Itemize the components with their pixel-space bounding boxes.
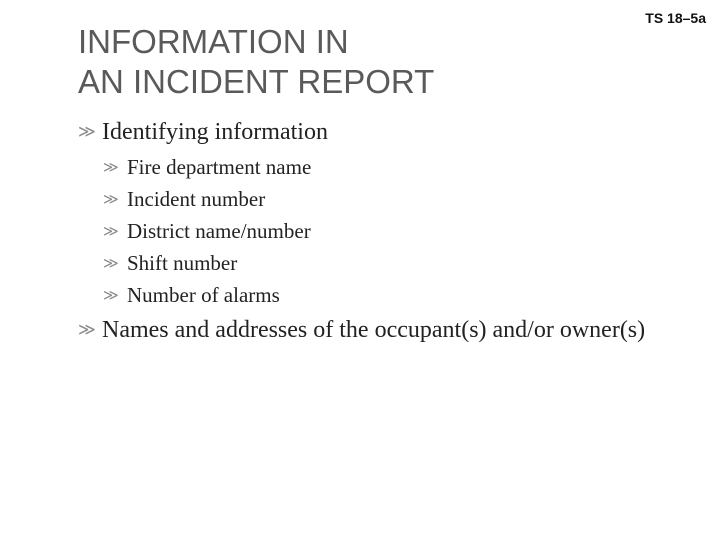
bullet-icon: ≫ [103,254,119,272]
bullet-names-and-addresses [76,316,676,344]
sub-bullet-incident-number [101,186,676,212]
sub-bullet-number-of-alarms [101,282,676,308]
sub-bullet-text: Fire department name [127,155,312,179]
sub-bullet-fire-department-name [101,154,676,180]
bullet-icon: ≫ [103,190,119,208]
bullet-icon: ≫ [103,286,119,304]
slide-title [78,22,434,102]
slide-id: TS 18–5a [645,10,706,26]
sub-bullet-district [101,218,676,244]
sub-bullet-text: Number of alarms [127,283,280,307]
bullet-icon: ≫ [103,222,119,240]
bullet-icon: ≫ [78,320,96,340]
bullet-icon: ≫ [78,122,96,142]
sub-bullet-shift-number [101,250,676,276]
sub-bullet-text: Incident number [127,187,266,211]
sub-bullet-list [76,154,676,308]
bullet-identifying-information [76,118,676,146]
bullet-icon: ≫ [103,158,119,176]
bullet-text: Names and addresses of the occupant(s) and/or owner(s) [102,317,646,343]
sub-bullet-text: District name/number [127,219,311,243]
bullet-text: Identifying information [102,119,328,145]
title-line-2: AN INCIDENT REPORT [78,63,435,100]
title-line-1: INFORMATION IN [78,23,349,60]
sub-bullet-text: Shift number [127,251,238,275]
bullet-list [76,118,676,352]
